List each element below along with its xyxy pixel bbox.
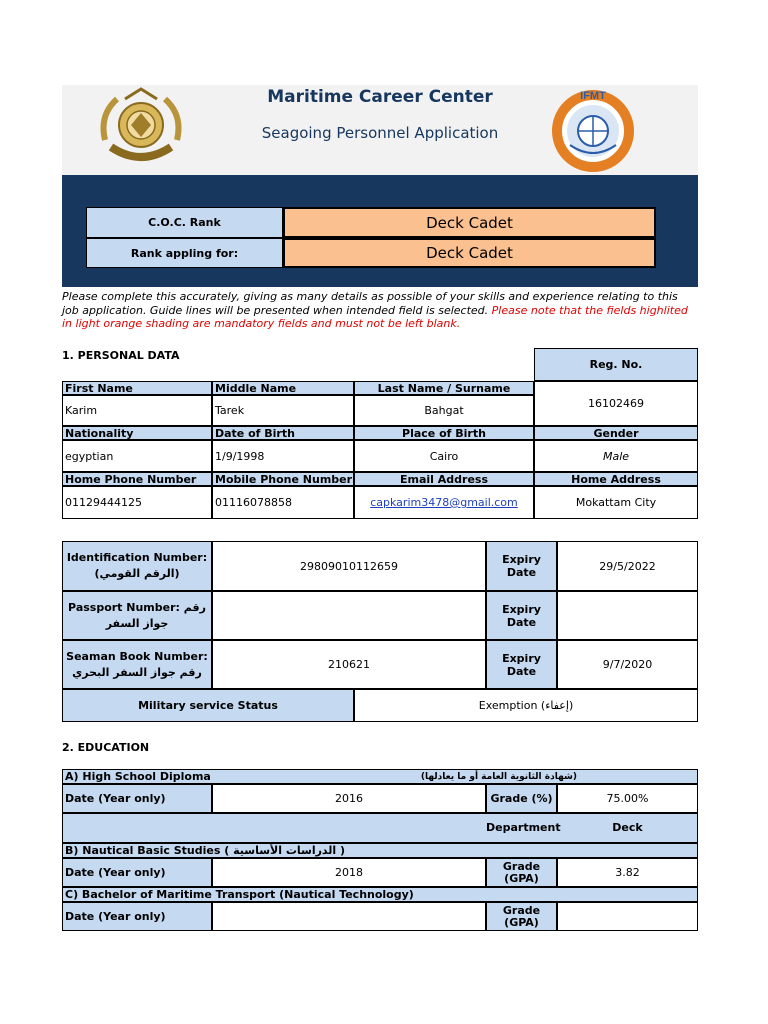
seaman-book-field[interactable]: 210621 [212,640,486,689]
high-school-title: A) High School Diploma [65,770,211,783]
bachelor-grade-label [486,902,557,931]
last-name-label: Last Name / Surname [354,381,534,395]
first-name-label: First Name [62,381,212,395]
gender-label: Gender [534,426,698,440]
coc-rank-label: C.O.C. Rank [86,207,283,238]
id-number-label-en: Identification Number: [66,551,208,564]
first-name-field[interactable]: Karim [62,395,212,426]
page-title: Maritime Career Center [267,87,493,107]
gender-field[interactable]: Male [534,440,698,472]
id-number-field[interactable]: 29809010112659 [212,541,486,591]
military-status-field[interactable]: Exemption (إعفاء) [354,689,698,722]
home-phone-label: Home Phone Number [62,472,212,486]
email-field[interactable] [354,486,534,519]
home-address-field[interactable]: Mokattam City [534,486,698,519]
bachelor-grade-label-1: Grade [502,903,541,917]
hs-grade-field[interactable]: 75.00% [557,784,698,813]
passport-expiry-label: Expiry Date [486,591,557,640]
pob-label: Place of Birth [354,426,534,440]
seaman-book-label-en: Seaman Book Number: [66,649,208,663]
nb-date-field[interactable]: 2018 [212,858,486,887]
seaman-book-label [62,640,212,689]
reg-no-label: Reg. No. [534,348,698,381]
nb-grade-label [486,858,557,887]
mobile-phone-label: Mobile Phone Number [212,472,354,486]
bachelor-date-field[interactable] [212,902,486,931]
nb-grade-label-2: (GPA) [504,871,539,885]
nb-date-label: Date (Year only) [62,858,212,887]
high-school-row [62,769,698,784]
rank-applying-field[interactable]: Deck Cadet [283,238,656,268]
nb-grade-label-1: Grade [502,859,541,873]
email-link[interactable]: capkarim3478@gmail.com [370,496,518,509]
high-school-arabic: (شهادة الثانوية العامة أو ما يعادلها) [420,771,577,782]
email-label: Email Address [354,472,534,486]
seaman-book-label-ar: رقم جواز السفر البحري [72,665,202,679]
passport-expiry-field[interactable] [557,591,698,640]
ifmt-logo-text: IFMT [580,90,606,102]
passport-number-label [62,591,212,640]
id-number-label [62,541,212,591]
nb-grade-field[interactable]: 3.82 [557,858,698,887]
bachelor-title: C) Bachelor of Maritime Transport (Nautical Technology) [62,887,698,902]
seaman-expiry-label: Expiry Date [486,640,557,689]
bachelor-date-label: Date (Year only) [62,902,212,931]
seaman-expiry-field[interactable]: 9/7/2020 [557,640,698,689]
department-value[interactable]: Deck [612,821,643,834]
middle-name-label: Middle Name [212,381,354,395]
education-heading: 2. EDUCATION [62,741,150,754]
last-name-field[interactable]: Bahgat [354,395,534,426]
passport-number-field[interactable] [212,591,486,640]
instructions-text: Please complete this accurately, giving as many details as possible of your skills and experience relating to this job application. Guide lines will be presented when intended field is selected. [62,290,678,317]
ifmt-logo [548,85,638,173]
coc-rank-field[interactable]: Deck Cadet [283,207,656,238]
reg-no-value[interactable]: 16102469 [534,381,698,426]
id-expiry-field[interactable]: 29/5/2022 [557,541,698,591]
id-expiry-label: Expiry Date [486,541,557,591]
pob-field[interactable]: Cairo [354,440,534,472]
home-address-label: Home Address [534,472,698,486]
passport-label-ar: جواز السفر [105,616,169,630]
rank-applying-label: Rank appling for: [86,238,283,268]
personal-data-heading: 1. PERSONAL DATA [62,349,180,362]
nationality-field[interactable]: egyptian [62,440,212,472]
hs-date-field[interactable]: 2016 [212,784,486,813]
instructions-note [62,290,698,332]
home-phone-field[interactable]: 01129444125 [62,486,212,519]
nationality-label: Nationality [62,426,212,440]
hs-grade-label: Grade (%) [486,784,557,813]
middle-name-field[interactable]: Tarek [212,395,354,426]
department-label: Department [486,821,561,834]
passport-label-en: Passport Number: رقم [68,600,206,614]
bachelor-grade-label-2: (GPA) [504,915,539,929]
mobile-phone-field[interactable]: 01116078858 [212,486,354,519]
bachelor-grade-field[interactable] [557,902,698,931]
mandatory-warning: Please note that the fields highlited in light orange shading are mandatory fields and must not be left blank. [62,303,688,330]
academy-seal-logo [95,85,187,173]
id-number-label-ar: (الرقم القومي) [94,567,180,580]
hs-date-label: Date (Year only) [62,784,212,813]
military-status-label: Military service Status [62,689,354,722]
dob-field[interactable]: 1/9/1998 [212,440,354,472]
nautical-basic-title: B) Nautical Basic Studies ( الدراسات الأساسية ) [62,843,698,858]
page-subtitle: Seagoing Personnel Application [261,124,499,142]
dob-label: Date of Birth [212,426,354,440]
